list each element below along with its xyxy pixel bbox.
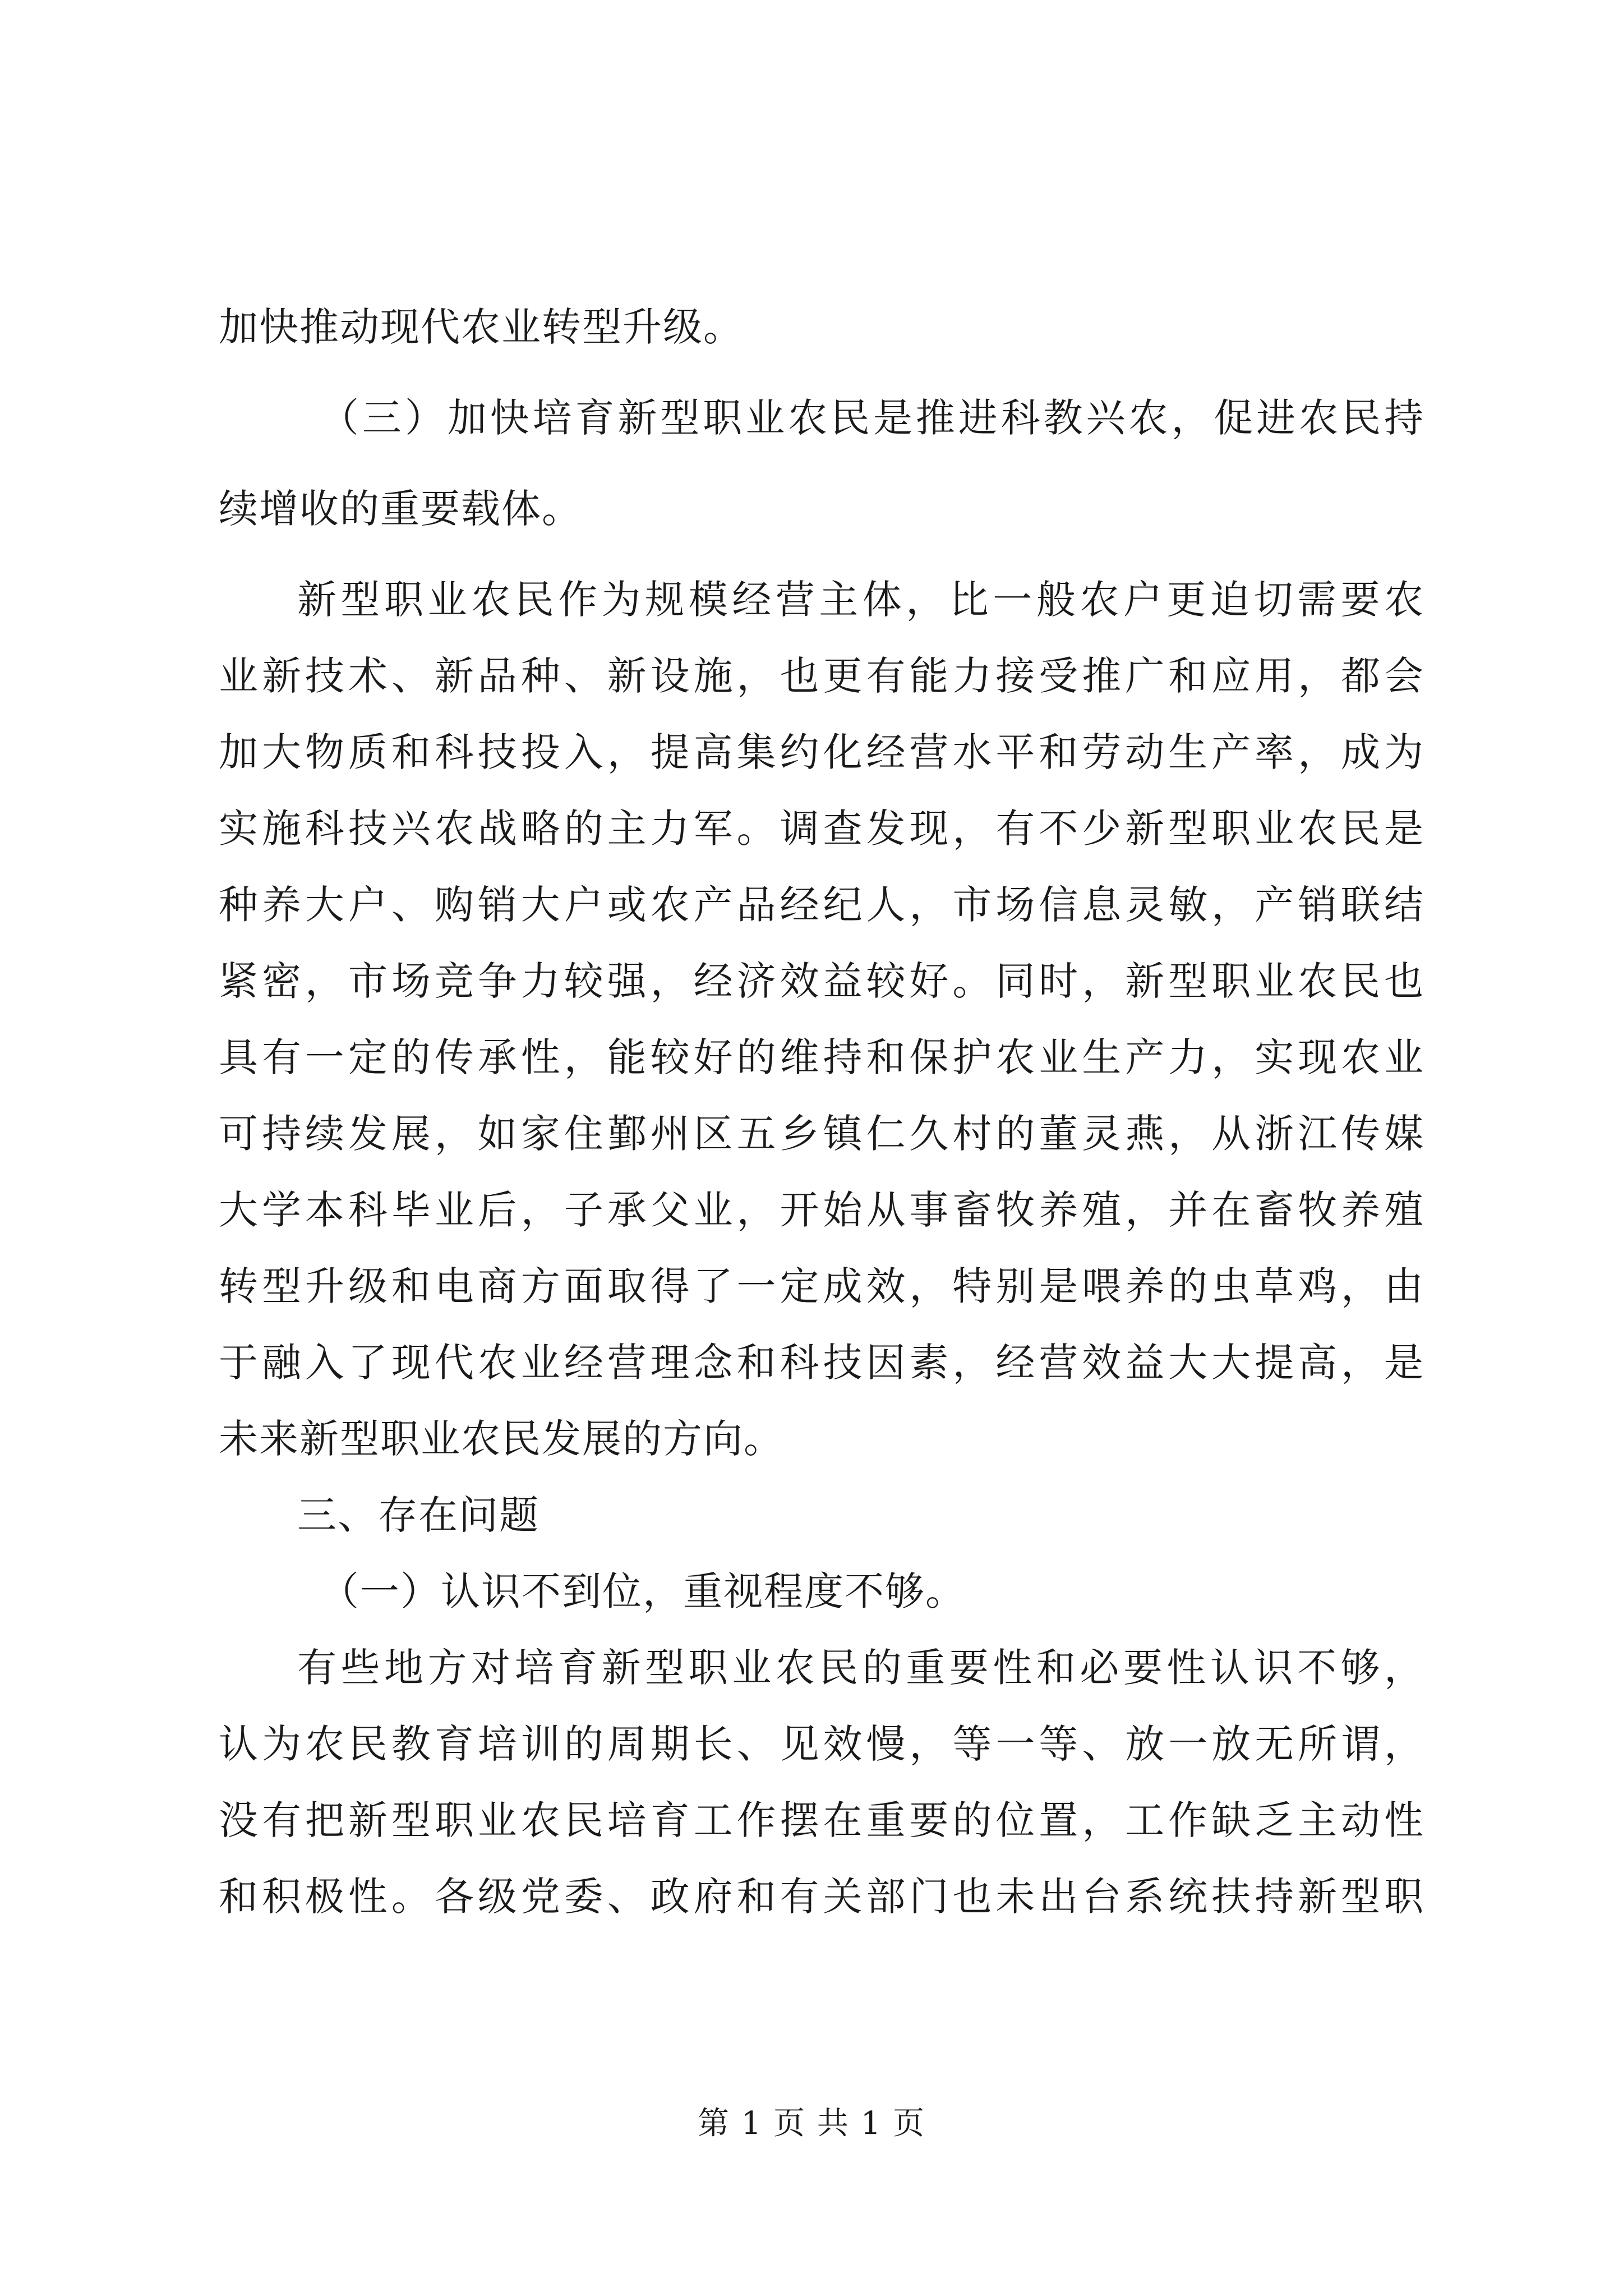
section-heading-line: （三）加快培育新型职业农民是推进科教兴农，促进农民持 [320,395,1424,441]
paragraph-line: 有些地方对培育新型职业农民的重要性和必要性认识不够， [297,1645,1424,1691]
paragraph-line: 新型职业农民作为规模经营主体，比一般农户更迫切需要农 [297,577,1424,623]
paragraph-line: 加快推动现代农业转型升级。 [219,304,744,350]
paragraph-line: 和积极性。各级党委、政府和有关部门也未出台系统扶持新型职 [219,1874,1424,1920]
subsection-heading: （一）认识不到位，重视程度不够。 [320,1568,966,1614]
page-number-footer: 第 1 页 共 1 页 [697,2105,926,2142]
paragraph-line: 具有一定的传承性，能较好的维持和保护农业生产力，实现农业 [219,1034,1424,1080]
paragraph-line: 没有把新型职业农民培育工作摆在重要的位置，工作缺乏主动性 [219,1797,1424,1843]
paragraph-line: 未来新型职业农民发展的方向。 [219,1416,784,1462]
paragraph-line: 紧密，市场竞争力较强，经济效益较好。同时，新型职业农民也 [219,958,1424,1004]
section-heading: 三、存在问题 [297,1492,540,1538]
paragraph-line: 认为农民教育培训的周期长、见效慢，等一等、放一放无所谓， [219,1721,1424,1767]
section-heading-line: 续增收的重要载体。 [219,486,582,532]
paragraph-line: 大学本科毕业后，子承父业，开始从事畜牧养殖，并在畜牧养殖 [219,1187,1424,1233]
paragraph-line: 可持续发展，如家住鄞州区五乡镇仁久村的董灵燕，从浙江传媒 [219,1111,1424,1157]
paragraph-line: 业新技术、新品种、新设施，也更有能力接受推广和应用，都会 [219,653,1424,699]
paragraph-line: 于融入了现代农业经营理念和科技因素，经营效益大大提高，是 [219,1340,1424,1386]
paragraph-line: 种养大户、购销大户或农产品经纪人，市场信息灵敏，产销联结 [219,882,1424,928]
paragraph-line: 转型升级和电商方面取得了一定成效，特别是喂养的虫草鸡，由 [219,1263,1424,1309]
paragraph-line: 加大物质和科技投入，提高集约化经营水平和劳动生产率，成为 [219,729,1424,775]
paragraph-line: 实施科技兴农战略的主力军。调查发现，有不少新型职业农民是 [219,806,1424,852]
